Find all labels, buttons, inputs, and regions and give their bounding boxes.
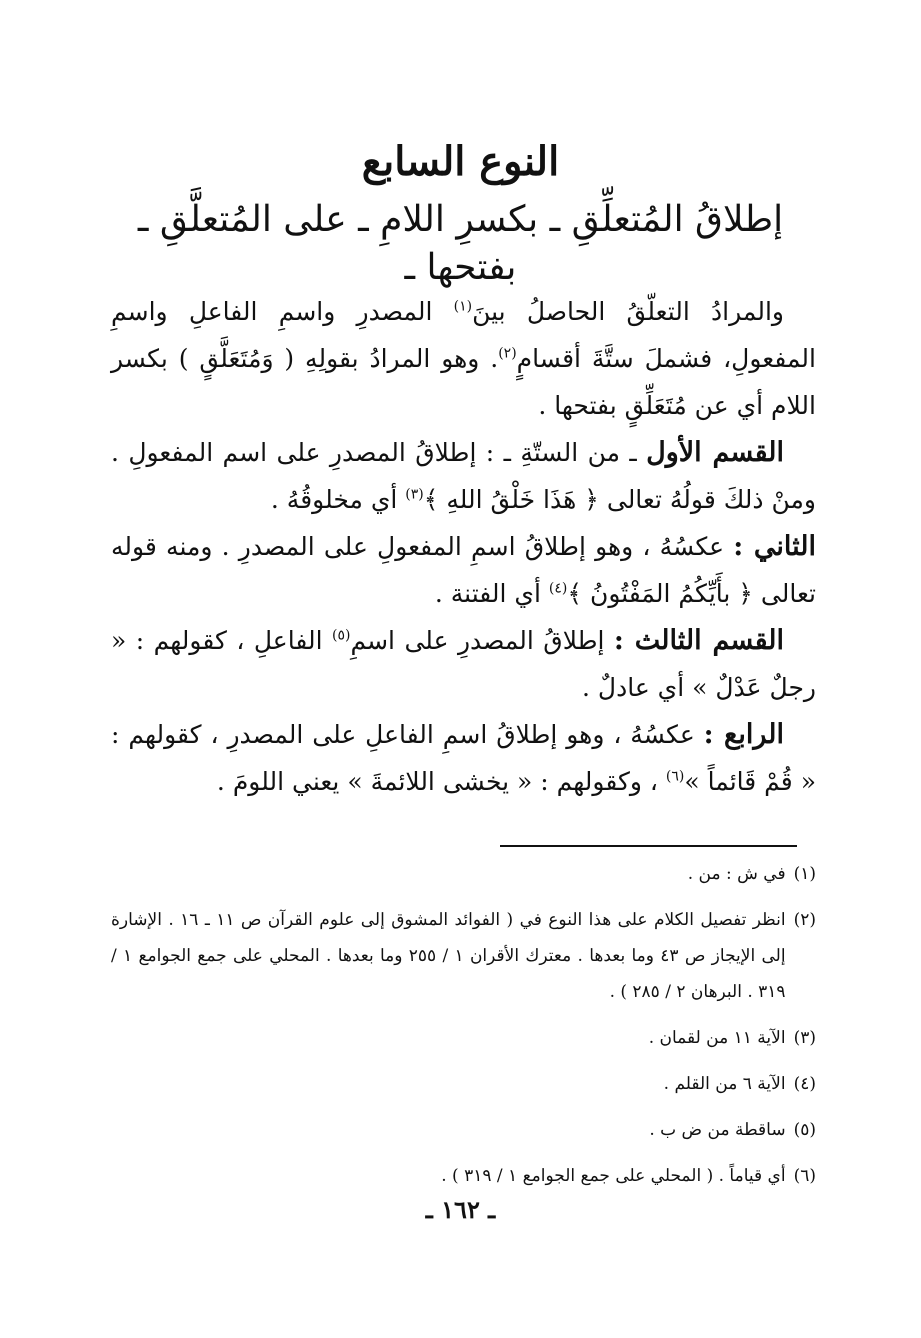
paragraph-text: ، وكقولهم : « يخشى اللائمةَ » يعني اللومَ . [216, 767, 666, 796]
footnote-number: (٢) [793, 910, 816, 930]
paragraph-text: عكسُهُ ، وهو إطلاقُ اسمِ الفاعلِ على المصدرِ ، كقولهم : « قُمْ قَائماً » [111, 720, 816, 796]
paragraph-definition [111, 288, 816, 429]
footnote-ref: (٤) [548, 580, 568, 597]
section-heading: القسم الثالث : [613, 625, 784, 656]
paragraph-text: إطلاقُ المصدرِ على اسمِ [350, 626, 614, 655]
footnote-text: في ش : من . [687, 864, 786, 884]
footnote-ref: (٥) [332, 627, 351, 644]
footnote-text: انظر تفصيل الكلام على هذا النوع في ( الفوائد المشوق إلى علوم القرآن ص ١١ ـ ١٦ . الإشارة إلى الإيجاز ص ٤٣ وما بعدها . معترك الأقران ١ / ٢٥٥ وما بعدها . المحلي على جمع الجوامع ١ / ٣١٩ . البرهان ٢ / ٢٨٥ ) . [111, 910, 786, 1002]
footnote-separator [500, 845, 797, 847]
paragraph-third-section [111, 617, 816, 711]
paragraph-text: عكسُهُ ، وهو إطلاقُ اسمِ المفعولِ على المصدرِ . ومنه قوله تعالى ﴿ بأَيِّكُمُ المَفْتُونُ ﴾ [111, 532, 816, 608]
footnote-number: (٥) [793, 1120, 816, 1140]
footnote-number: (٤) [793, 1074, 816, 1094]
paragraph-first-section [111, 429, 816, 523]
footnote-ref: (٣) [405, 486, 424, 503]
footnote-text: ساقطة من ض ب . [649, 1120, 786, 1140]
paragraph-text: المصدرِ واسمِ الفاعلِ واسمِ المفعولِ، فشملَ ستَّةَ أقسامٍ [111, 297, 816, 373]
paragraph-text: . وهو المرادُ بقولِهِ ( وَمُتَعَلَّقٍ ) بكسر اللام أي عن مُتَعَلِّقٍ بفتحها . [111, 344, 816, 420]
footnotes [111, 856, 816, 1204]
footnote-item [111, 902, 816, 1010]
paragraph-fourth-section [111, 711, 816, 805]
footnote-ref: (٢) [498, 345, 517, 362]
footnote-text: الآية ٦ من القلم . [663, 1074, 786, 1094]
section-heading: الثاني : [733, 531, 816, 562]
footnote-item [111, 1020, 816, 1056]
footnote-item [111, 856, 816, 892]
footnote-item [111, 1066, 816, 1102]
footnote-text: الآية ١١ من لقمان . [648, 1028, 786, 1048]
paragraph-text: والمرادُ التعلّقُ الحاصلُ بينَ [472, 297, 784, 326]
paragraph-second-section [111, 523, 816, 617]
chapter-title: النوع السابع [361, 138, 560, 185]
footnote-text: أي قياماً . ( المحلي على جمع الجوامع ١ / ٣١٩ ) . [441, 1166, 786, 1186]
paragraph-text: ـ من الستّةِ ـ : إطلاقُ المصدرِ على اسم المفعولِ . ومنْ ذلكَ قولُهُ تعالى ﴿ هَذَا خَلْقُ اللهِ ﴾ [111, 438, 816, 514]
section-heading: الرابع : [703, 719, 784, 750]
paragraph-text: أي مخلوقُهُ . [270, 485, 406, 514]
paragraph-text: أي الفتنة . [434, 579, 549, 608]
footnote-number: (٦) [793, 1166, 816, 1186]
chapter-subtitle: إطلاقُ المُتعلِّقِ ـ بكسرِ اللامِ ـ على المُتعلَّقِ ـ بفتحها ـ [137, 199, 784, 288]
body-text [111, 288, 816, 805]
footnote-item [111, 1112, 816, 1148]
paragraph-text: الفاعلِ ، كقولهم : « رجلٌ عَدْلٌ » أي عادلٌ . [111, 626, 816, 702]
section-heading: القسم الأول [646, 437, 784, 468]
footnote-item [111, 1158, 816, 1194]
footnote-number: (٣) [793, 1028, 816, 1048]
footnote-ref: (١) [453, 298, 473, 315]
footnote-ref: (٦) [665, 768, 685, 785]
page-number: ـ ١٦٢ ـ [425, 1195, 496, 1224]
footnote-number: (١) [793, 864, 816, 884]
